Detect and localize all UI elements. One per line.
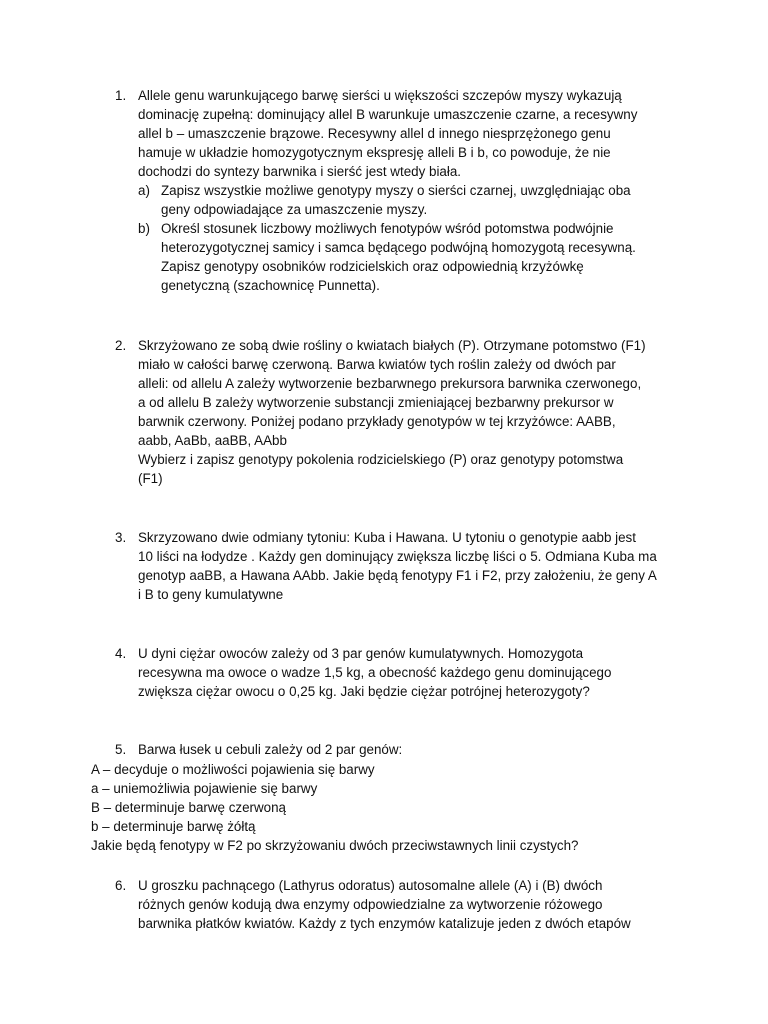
question-text-line: 10 liści na łodydze . Każdy gen dominujący zwiększa liczbę liści o 5. Odmiana Kuba ma <box>138 549 657 564</box>
question-text-line: hamuje w układzie homozygotycznym ekspresję alleli B i b, co powoduje, że nie <box>138 145 611 160</box>
question-number: 3. <box>115 530 127 545</box>
subitem-text-line: heterozygotycznej samicy i samca będącego podwójną homozygotą recesywną. <box>161 240 636 255</box>
question-number: 5. <box>115 742 127 757</box>
question-text-line: alleli: od allelu A zależy wytworzenie bezbarwnego prekursora barwnika czerwonego, <box>138 376 642 391</box>
question-text-line: dochodzi do syntezy barwnika i sierść jest wtedy biała. <box>138 164 462 179</box>
question-text-line: i B to geny kumulatywne <box>138 587 284 602</box>
subitem-letter: a) <box>138 183 150 198</box>
subitem-letter: b) <box>138 221 150 236</box>
question-number: 1. <box>115 88 127 103</box>
question-text-line: genotyp aaBB, a Hawana AAbb. Jakie będą fenotypy F1 i F2, przy założeniu, że geny A <box>138 568 657 583</box>
question-text-line: recesywna ma owoce o wadze 1,5 kg, a obecność każdego genu dominującego <box>138 665 612 680</box>
question-text-line: zwiększa ciężar owocu o 0,25 kg. Jaki będzie ciężar potrójnej heterozygoty? <box>138 684 590 699</box>
question-text-line: a od allelu B zależy wytworzenie substancji zmieniającej bezbarwny prekursor w <box>138 395 614 410</box>
question-text-line: barwnika płatków kwiatów. Każdy z tych enzymów katalizuje jeden z dwóch etapów <box>138 916 631 931</box>
question-text-line: Skrzyżowano ze sobą dwie rośliny o kwiatach białych (P). Otrzymane potomstwo (F1) <box>138 338 646 353</box>
question-text-line: U groszku pachnącego (Lathyrus odoratus) autosomalne allele (A) i (B) dwóch <box>138 878 603 893</box>
question-number: 6. <box>115 878 127 893</box>
question-number: 4. <box>115 646 127 661</box>
question-text-line: miało w całości barwę czerwoną. Barwa kwiatów tych roślin zależy od dwóch par <box>138 357 616 372</box>
question-text-line: (F1) <box>138 471 163 486</box>
question-text-line: a – uniemożliwia pojawienie się barwy <box>91 781 318 796</box>
question-text-line: b – determinuje barwę żółtą <box>91 819 256 834</box>
question-text-line: Allele genu warunkującego barwę sierści u większości szczepów myszy wykazują <box>138 88 622 103</box>
question-text-line: Jakie będą fenotypy w F2 po skrzyżowaniu dwóch przeciwstawnych linii czystych? <box>91 838 579 853</box>
subitem-text-line: geny odpowiadające za umaszczenie myszy. <box>161 202 428 217</box>
question-text-line: Wybierz i zapisz genotypy pokolenia rodzicielskiego (P) oraz genotypy potomstwa <box>138 452 624 467</box>
question-text-line: A – decyduje o możliwości pojawienia się barwy <box>91 762 375 777</box>
question-text-line: dominację zupełną: dominujący allel B warunkuje umaszczenie czarne, a recesywny <box>138 107 638 122</box>
question-text-line: B – determinuje barwę czerwoną <box>91 800 287 815</box>
question-text-line: Barwa łusek u cebuli zależy od 2 par genów: <box>138 742 403 757</box>
question-text-line: U dyni ciężar owoców zależy od 3 par genów kumulatywnych. Homozygota <box>138 646 584 661</box>
question-text-line: allel b – umaszczenie brązowe. Recesywny allel d innego niesprzężonego genu <box>138 126 611 141</box>
question-text-line: różnych genów kodują dwa enzymy odpowiedzialne za wytworzenie różowego <box>138 897 603 912</box>
question-text-line: barwnik czerwony. Poniżej podano przykłady genotypów w tej krzyżówce: AABB, <box>138 414 616 429</box>
subitem-text-line: genetyczną (szachownicę Punnetta). <box>161 278 380 293</box>
subitem-text-line: Zapisz genotypy osobników rodzicielskich oraz odpowiednią krzyżówkę <box>161 259 584 274</box>
subitem-text-line: Zapisz wszystkie możliwe genotypy myszy o sierści czarnej, uwzględniając oba <box>161 183 631 198</box>
question-number: 2. <box>115 338 127 353</box>
question-text-line: aabb, AaBb, aaBB, AAbb <box>138 433 287 448</box>
question-text-line: Skrzyzowano dwie odmiany tytoniu: Kuba i Hawana. U tytoniu o genotypie aabb jest <box>138 530 636 545</box>
subitem-text-line: Określ stosunek liczbowy możliwych fenotypów wśród potomstwa podwójnie <box>161 221 614 236</box>
